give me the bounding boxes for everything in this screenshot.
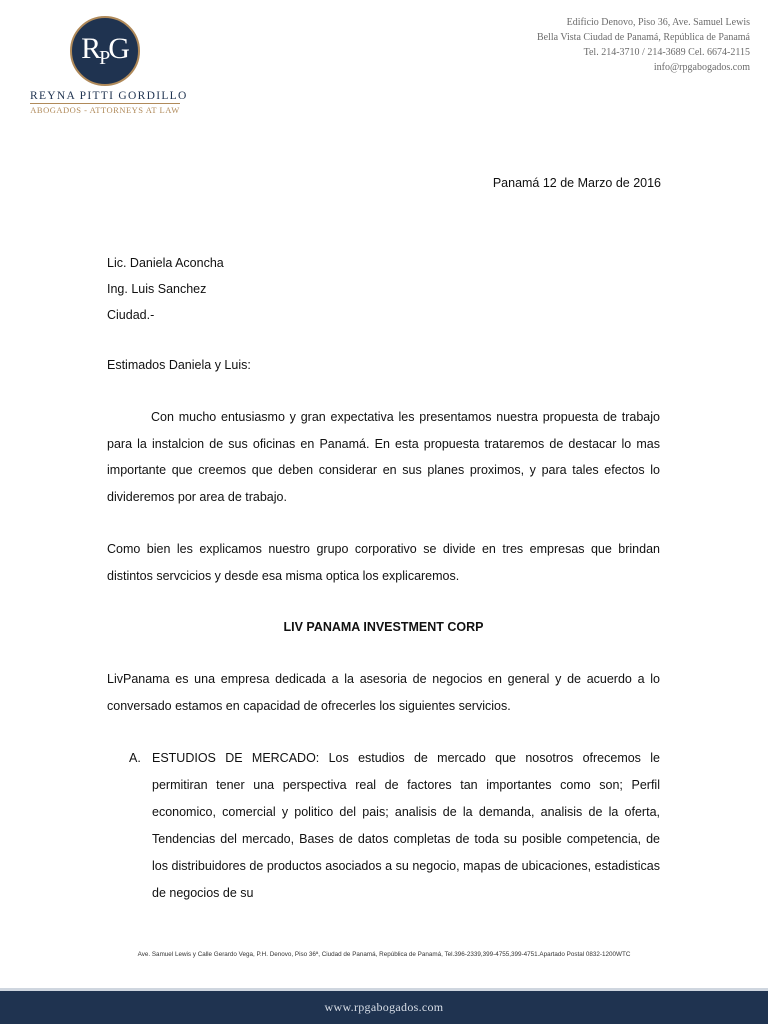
greeting: Estimados Daniela y Luis:: [107, 358, 251, 372]
phone-line: Tel. 214-3710 / 214-3689 Cel. 6674-2115: [583, 47, 750, 58]
email-line: info@rpgabogados.com: [653, 62, 750, 73]
paragraph-text: LivPanama es una empresa dedicada a la asesoria de negocios en general y de acuerdo a lo conversado estamos en capacidad de ofrecerles los siguientes servicios.: [107, 672, 660, 713]
recipient-line: Ing. Luis Sanchez: [107, 282, 207, 296]
list-marker: A.: [129, 751, 141, 765]
body-paragraph-1: [107, 404, 660, 510]
section-heading: LIV PANAMA INVESTMENT CORP: [283, 620, 484, 634]
address-line: Bella Vista Ciudad de Panamá, República de Panamá: [536, 32, 750, 43]
firm-subtitle: ABOGADOS - ATTORNEYS AT LAW: [30, 105, 180, 115]
recipient-line: Lic. Daniela Aconcha: [107, 256, 224, 270]
footer-address: Ave. Samuel Lewis y Calle Gerardo Vega, P.H. Denovo, Piso 36ª, Ciudad de Panamá, República de Panamá, Tel.396-2339,399-4755,399-4751.Apartado Postal 0832-1200WTC: [137, 951, 631, 958]
logo-monogram-circle: [70, 16, 140, 86]
letter-date: Panamá 12 de Marzo de 2016: [492, 176, 661, 190]
body-paragraph-2: [107, 536, 660, 589]
address-line: Edificio Denovo, Piso 36, Ave. Samuel Lewis: [566, 17, 750, 28]
firm-name: REYNA PITTI GORDILLO: [30, 90, 188, 102]
body-paragraph-3: [107, 666, 660, 719]
paragraph-text: Con mucho entusiasmo y gran expectativa les presentamos nuestra propuesta de trabajo para la instalcion de sus oficinas en Panamá. En esta propuesta trataremos de destacar lo mas importante que creemos que deben considerar en sus planes proximos, y para tales efectos lo divideremos por area de trabajo.: [107, 410, 660, 504]
recipients-block: [107, 250, 660, 328]
footer-band: [0, 988, 768, 1024]
footer-website: www.rpgabogados.com: [324, 1000, 444, 1014]
recipient-line: Ciudad.-: [107, 308, 155, 322]
list-item-text: ESTUDIOS DE MERCADO: Los estudios de mercado que nosotros ofrecemos le permitiran tener una perspectiva real de factores tan importantes como son; Perfil economico, comercial y politico del pais; analisis de la demanda, analisis de la oferta, Tendencias del mercado, Bases de datos completas de toda su posible competencia, de los distribuidores de productos asociados a su negocio, mapas de ubicaciones, estadisticas de negocios de su: [152, 751, 660, 900]
logo-monogram: $R_PG$: [81, 32, 129, 69]
firm-logo: [30, 16, 188, 115]
list-item: [107, 745, 660, 907]
letterhead-address: [537, 15, 750, 75]
paragraph-text: Como bien les explicamos nuestro grupo corporativo se divide en tres empresas que brindan distintos servcicios y desde esa misma optica los explicaremos.: [107, 542, 660, 583]
